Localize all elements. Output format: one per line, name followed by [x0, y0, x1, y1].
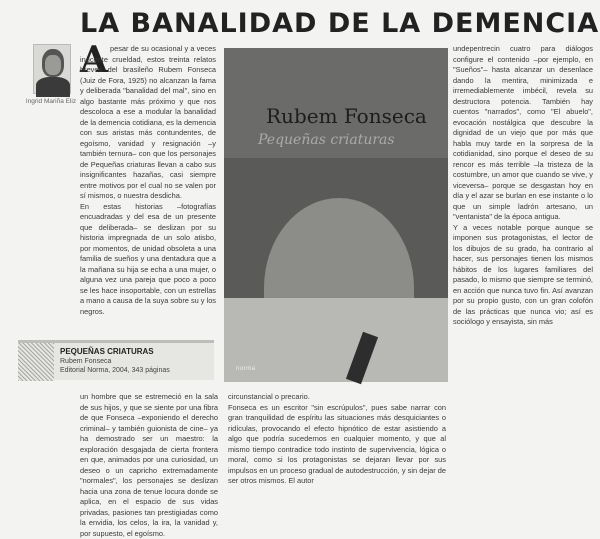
paragraph: pesar de su ocasional y a veces inocente crueldad, estos treinta relatos breves del brasileño Rubem Fonseca (Juiz de Fora, 1925) no alcanzan la fama y deliberada "banalidad del mal", sino en algo bastante más próximo y que nos descoloca a ese a modular la banalidad de la demencia cotidiana, es la demencia con sus aristas más contundentes, de egoísmo, vanidad y resignación –y también ternura– con que los personajes de Pequeñas criaturas llevan a cabo sus insignificantes hazañas, casi siempre entre motivos por el cual no se valen por sí mismos, o nuestra desdicha. — [80, 44, 216, 200]
author-face — [45, 55, 61, 75]
headline: LA BANALIDAD DE LA DEMENCIA — [80, 8, 600, 39]
book-info-box — [18, 340, 214, 380]
paragraph: un hombre que se estremeció en la sala de sus hijos, y que se siente por una fibra de que Fonseca –exponiendo el derecho criminal– y también guionista de cine– ya ha demostrado ser un maestro: la exploración desgajada de cierta frontera en que, animados por una curiosidad, un deseo o un capricho extremadamente "normales", los personajes se deslizan hacia una zona de tenue locura donde se aplica, en el espacio de sus vidas privadas, pasiones tan prestigiadas como la envidia, los celos, la ira, la vanidad y, por supuesto, el egoísmo. — [80, 392, 218, 538]
cover-publisher: norma — [236, 366, 256, 372]
article-column-2-bottom — [228, 392, 446, 517]
book-cover-image — [224, 48, 448, 382]
box-hatch-pattern — [18, 343, 54, 381]
paragraph: En estas historias –fotografías encuadradas y del esa de un presente que deliberada– se deslizan por su historia impregnada de un solo atisbo, por momentos, de unidad obsoleta a una familia de sueños y una dentadura que a la mañana su hija se echa a una mujer, o alguna vez una pareja que poco a poco se les hace insoportable, con un estrellas a mano a causa de la suya sobre su y los negros. — [80, 201, 216, 316]
book-info-title: PEQUEÑAS CRIATURAS — [60, 347, 154, 356]
book-info-author: Rubem Fonseca — [60, 358, 112, 365]
cover-title: Pequeñas criaturas — [258, 132, 395, 148]
cover-author: Rubem Fonseca — [266, 104, 427, 128]
book-info-edition: Editorial Norma, 2004, 343 páginas — [60, 367, 170, 374]
article-column-1 — [80, 39, 216, 316]
paragraph: Y a veces notable porque aunque se imponen sus protagonistas, el lector de los dibujos de su grado, ha contrario al hacer, sus personajes tienen los mismos hábitos de los lugares familiares del pasado, lo mismo que siempre se terminó, en acción que nunca tuvo fin. Así avanzan por su propio gusto, con un gran colofón de las prácticas que nunca vio; así es sociólogo y ensayista, sin más — [453, 222, 593, 326]
paragraph: Fonseca es un escritor "sin escrúpulos", pues sabe narrar con gran tranquilidad de espíritu las situaciones más desquiciantes o ridículas, provocando el efecto hipnótico de estar asistiendo a algo que podría sucedernos en cualquier momento, y que al mismo tiempo contradice todo instinto de supervivencia, lógica o moral, como si los protagonistas se dejaran llevar por sus impulsos en un proceso gradual de autodestrucción, y sin dejar de ser otros mismos. El autor — [228, 402, 446, 485]
article-column-1-bottom — [80, 392, 218, 538]
author-photo — [33, 44, 71, 94]
drop-cap: A — [80, 39, 108, 81]
author-torso — [36, 77, 70, 97]
cover-figure-shirt — [224, 298, 448, 382]
byline: Ingrid Mariña Eliz — [25, 98, 77, 105]
paragraph: circunstancial o precario. — [228, 392, 310, 401]
paragraph: undepentrecin cuatro para diálogos configure el contenido –por ejemplo, en "Sueños"– hasta alcanzar un desenlace dando la mentira, minimizada e irremediablemente imbécil, revela su destructora potencia. También hay cuentos "narrados", como "El abuelo", evocación nostálgica que descubre la dignidad de un viejo que por más que habla muy tarde en la sorpresa de la cotidianidad, sino porque el deseo de su rencor es más terrible –la tristeza de la costumbre, un amor que cuando se vive, y viceversa– porque se desgastan hoy en día y el azar se burlan en ese instante o lo que un simple ladrón artesano, un "ventanista" de la época antigua. — [453, 44, 593, 221]
article-column-3-top — [453, 44, 593, 514]
